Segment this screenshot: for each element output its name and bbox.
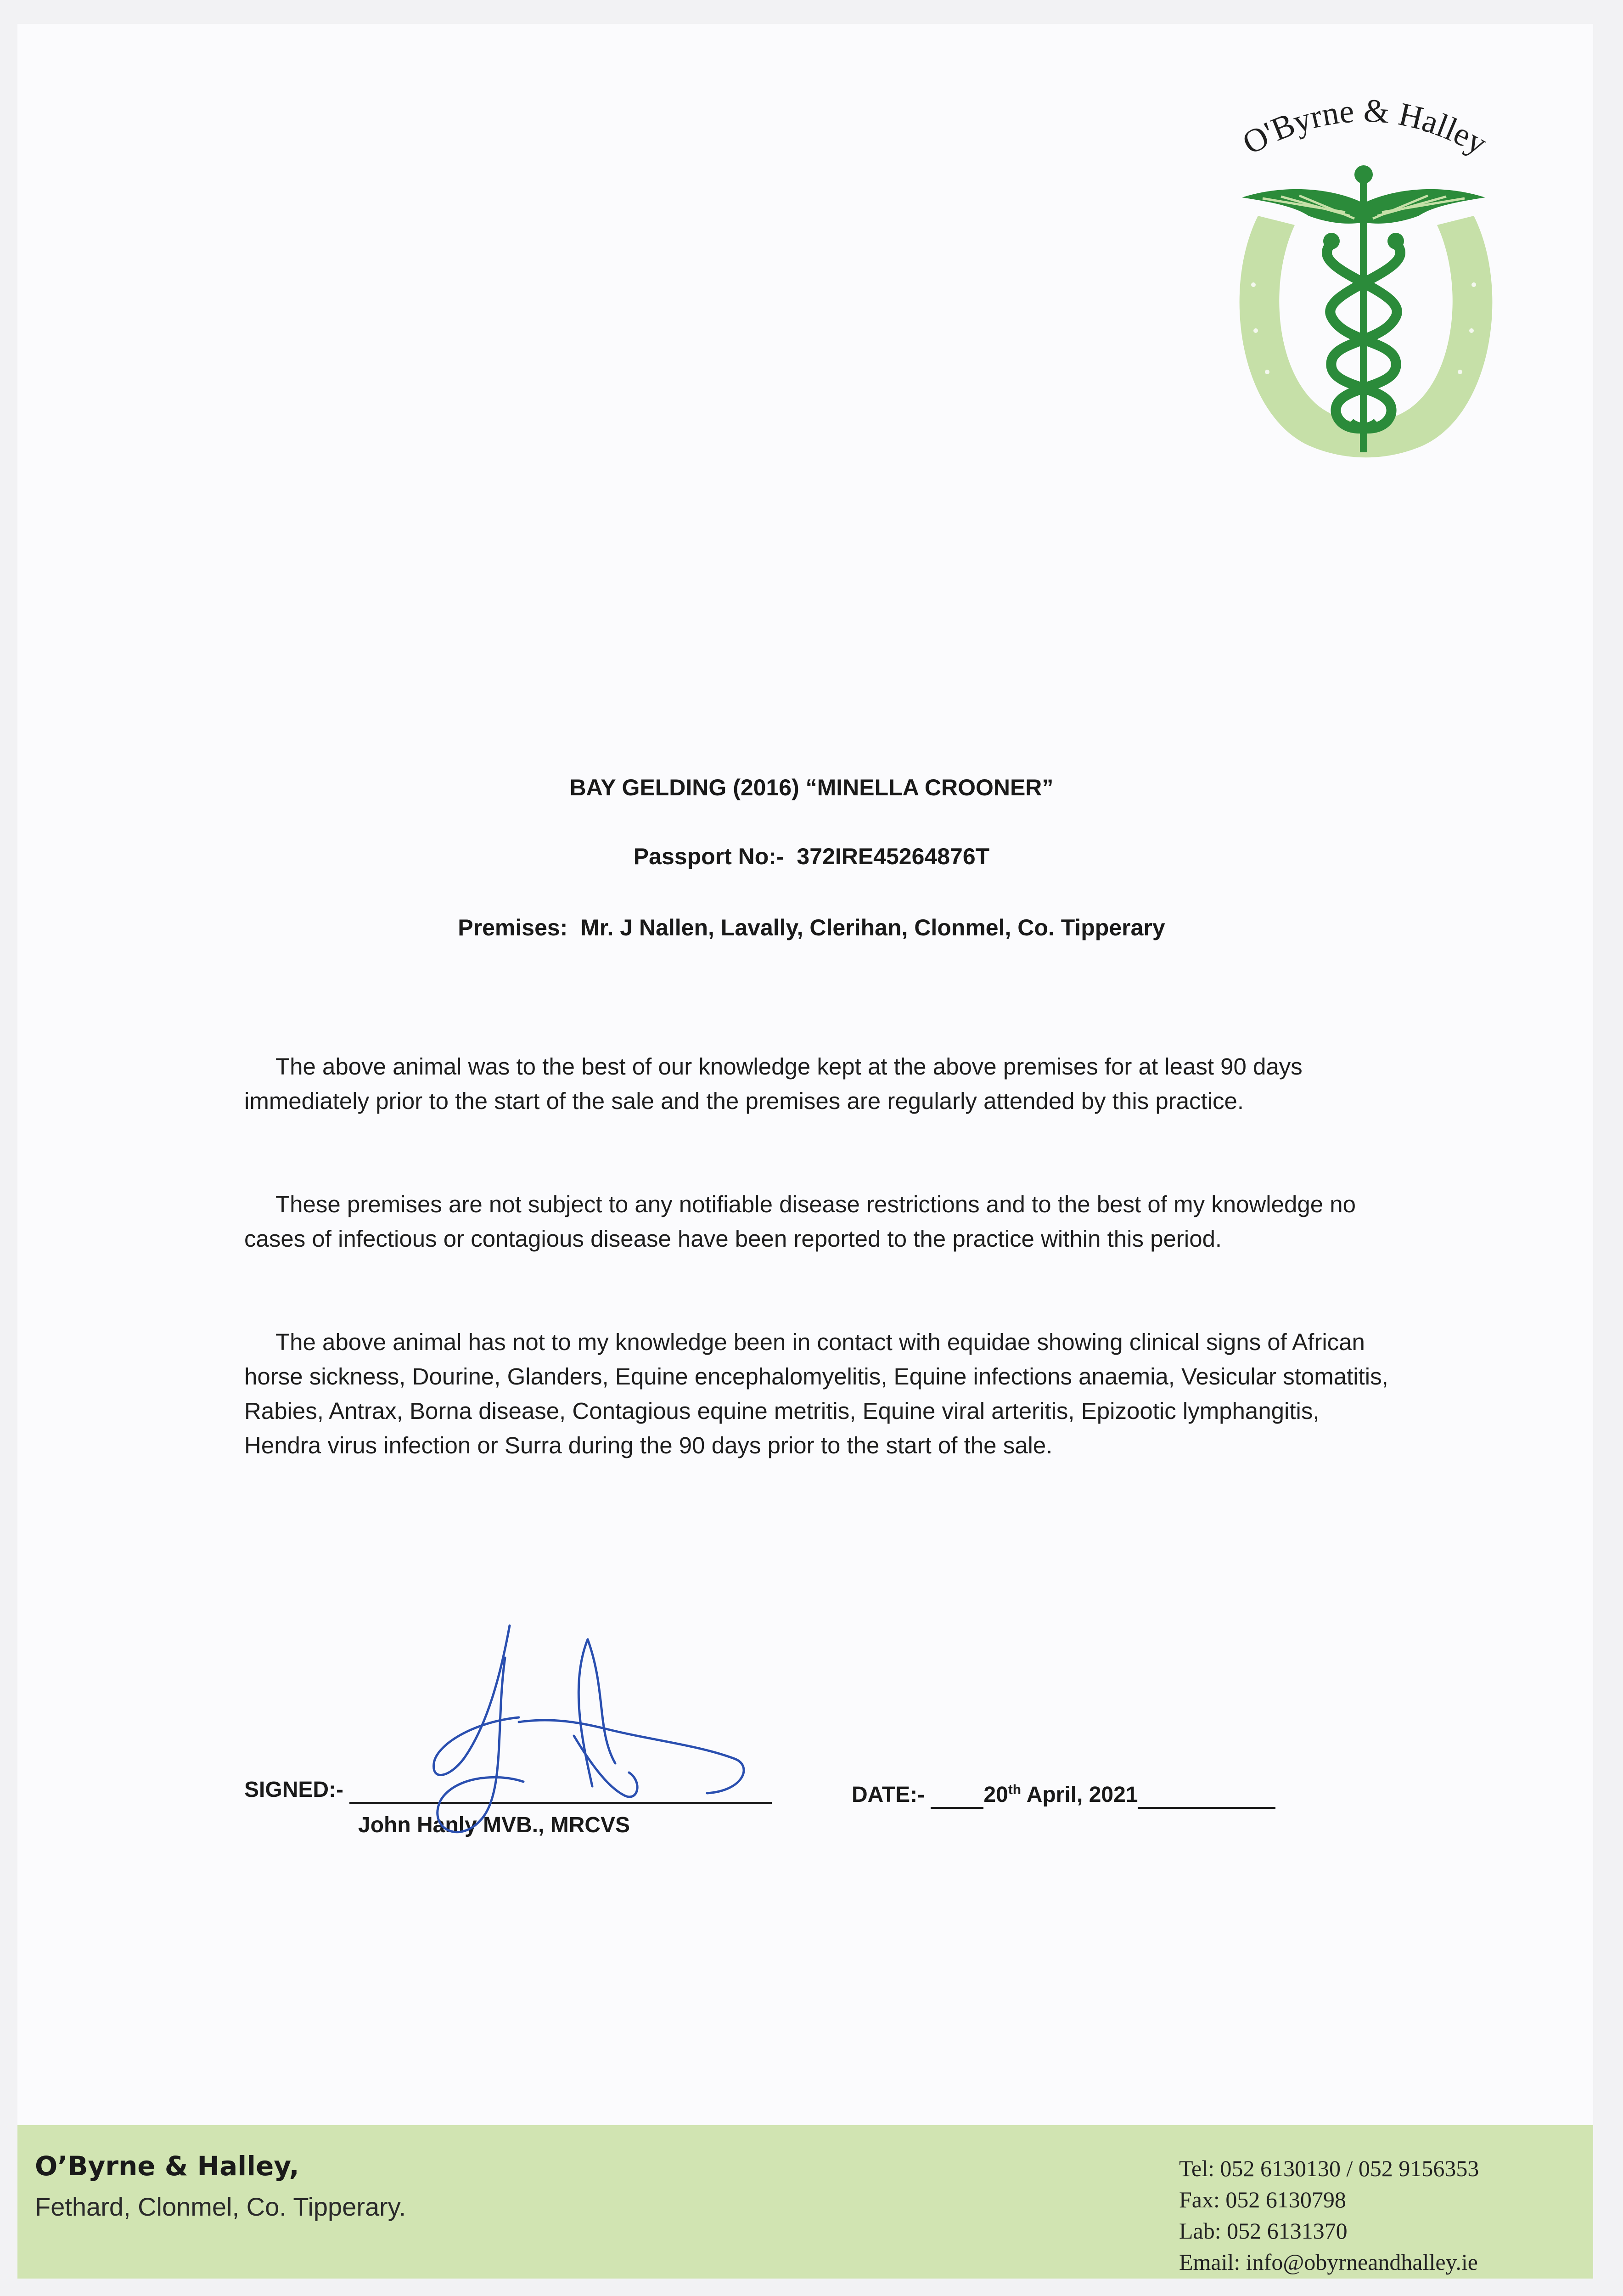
caduceus-horseshoe-icon xyxy=(1194,92,1533,478)
signatory-name: John Hanly MVB., MRCVS xyxy=(358,1813,630,1837)
footer-contact-block xyxy=(1179,2153,1479,2278)
premises-line xyxy=(0,914,1623,941)
footer-tel: Tel: 052 6130130 / 052 9156353 xyxy=(1179,2155,1479,2181)
staff-rod xyxy=(1360,181,1367,452)
date-suffix: th xyxy=(1008,1782,1022,1797)
practice-logo xyxy=(1194,92,1533,478)
handwritten-signature xyxy=(413,1607,781,1864)
paragraph-restrictions: These premises are not subject to any notifiable disease restrictions and to the best of my knowledge no cases of infectious or contagious disease have been reported to the practice within this period. xyxy=(244,1191,1356,1252)
date-rest: April, 2021 xyxy=(1021,1783,1138,1807)
passport-number: 372IRE45264876T xyxy=(797,844,990,869)
passport-line xyxy=(0,843,1623,870)
paragraph-residence: The above animal was to the best of our knowledge kept at the above premises for at least 90 days immediately prior to the start of the sale and the premises are regularly attended by this practice. xyxy=(244,1053,1303,1114)
date-label: DATE:- xyxy=(852,1783,925,1807)
footer-lab: Lab: 052 6131370 xyxy=(1179,2218,1348,2244)
signed-label: SIGNED:- xyxy=(244,1778,343,1802)
logo-text: O'Byrne & Halley xyxy=(1236,92,1494,162)
horse-title: BAY GELDING (2016) “MINELLA CROONER” xyxy=(569,775,1054,800)
footer-fax: Fax: 052 6130798 xyxy=(1179,2187,1346,2212)
premises-value: Mr. J Nallen, Lavally, Clerihan, Clonmel, Co. Tipperary xyxy=(580,915,1165,940)
premises-label: Premises: xyxy=(458,915,568,940)
date-day: 20 xyxy=(983,1783,1008,1807)
paragraph-disease-contact: The above animal has not to my knowledge been in contact with equidae showing clinical signs of African horse sickness, Dourine, Glanders, Equine encephalomyelitis, Equine infections anaemia, Vesicular stomatitis, Rabies, Antrax, Borna disease, Contagious equine metritis, Equine viral arteritis, Epizootic lymphangitis, Hendra virus infection or Surra during the 90 days prior to the start of the sale. xyxy=(244,1329,1388,1458)
footer-practice-name: O’Byrne & Halley, xyxy=(35,2150,299,2182)
passport-label: Passport No:- xyxy=(633,844,784,869)
footer-address: Fethard, Clonmel, Co. Tipperary. xyxy=(35,2192,406,2221)
letterhead-footer xyxy=(17,2125,1593,2279)
staff-knob xyxy=(1354,165,1373,184)
date-row xyxy=(852,1776,1275,1808)
footer-email[interactable]: Email: info@obyrneandhalley.ie xyxy=(1179,2249,1478,2275)
